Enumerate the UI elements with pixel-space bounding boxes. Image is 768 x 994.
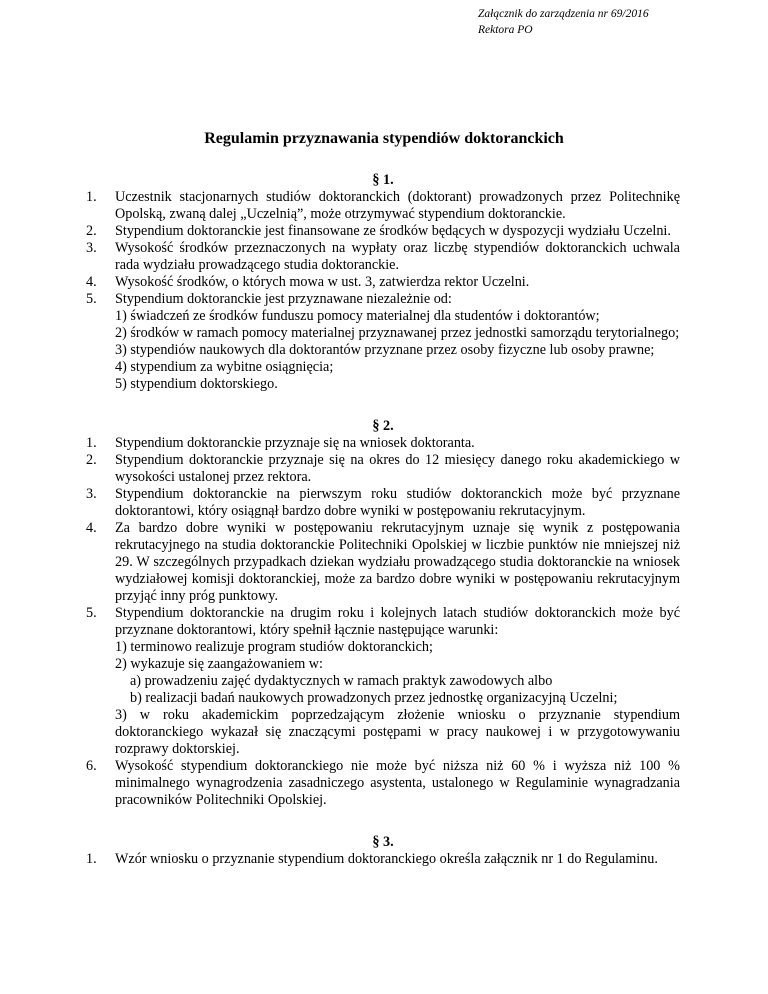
document-body bbox=[86, 166, 680, 868]
list-item: 2. Stypendium doktoranckie przyznaje się na okres do 12 miesięcy danego roku akademickiego w wysokości ustalonej przez rektora. bbox=[86, 452, 680, 485]
sub-item: 1) terminowo realizuje program studiów doktoranckich; bbox=[115, 639, 433, 655]
list-item: 3. Wysokość środków przeznaczonych na wypłaty oraz liczbę stypendiów doktoranckich uchwala rada wydziału prowadzącego studia doktoranckie. bbox=[86, 240, 680, 273]
sub-item: 2) środków w ramach pomocy materialnej przyznawanej przez jednostki samorządu terytorialnego; bbox=[115, 325, 680, 341]
header-line-2: Rektora PO bbox=[478, 24, 533, 36]
sub-item: 3) w roku akademickim poprzedzającym złożenie wniosku o przyznanie stypendium doktoranckiego wykazał się znaczącymi postępami w pracy naukowej i w przygotowywaniu rozprawy doktorskiej. bbox=[115, 707, 680, 757]
section-3-list bbox=[86, 851, 680, 868]
list-item: 2. Stypendium doktoranckie jest finansowane ze środków będących w dyspozycji wydziału Uczelni. bbox=[86, 223, 671, 239]
list-item: 6. Wysokość stypendium doktoranckiego nie może być niższa niż 60 % i wyższa niż 100 % minimalnego wynagrodzenia zasadniczego asystenta, ustalonego w Regulaminie wynagradzania pracowników Politechniki Opolskiej. bbox=[86, 758, 680, 808]
sub-item: 3) stypendiów naukowych dla doktorantów przyznane przez osoby fizyczne lub osoby prawne; bbox=[115, 342, 655, 358]
section-heading-1: § 1. bbox=[372, 172, 394, 188]
list-item: 4. Za bardzo dobre wyniki w postępowaniu rekrutacyjnym uznaje się wynik z postępowania rekrutacyjnego na studia doktoranckie Politechniki Opolskiej w liczbie punktów nie mniejszej niż 29. W szczególnych przypadkach dziekan wydziału prowadzącego studia doktoranckie na wniosek wydziałowej komisji doktoranckiej, może za bardzo dobre wyniki w postępowaniu rekrutacyjnym przyjąć inny próg punktowy. bbox=[86, 520, 680, 604]
section-2-list bbox=[86, 435, 680, 809]
list-item: 4. Wysokość środków, o których mowa w ust. 3, zatwierdza rektor Uczelni. bbox=[86, 274, 530, 290]
section-heading-3: § 3. bbox=[372, 834, 394, 850]
list-item: 5. Stypendium doktoranckie na drugim roku i kolejnych latach studiów doktoranckich może być przyznane doktorantowi, który spełnił łącznie następujące warunki: 1) terminowo realizuje program studiów doktoranckich; 2) wykazuje się zaangażowaniem w: a) prowadzeniu zajęć dydaktycznych w ramach praktyk zawodowych albo b) realizacji badań naukowych prowadzonych przez jednostkę organizacyjną Uczelni; 3) w roku akademickim poprzedzającym złożenie wniosku o przyznanie stypendium doktoranckiego wykazał się znaczącymi postępami w pracy naukowej i w przygotowywaniu rozprawy doktorskiej. bbox=[86, 605, 680, 757]
sub-item: 4) stypendium za wybitne osiągnięcia; bbox=[115, 359, 334, 375]
list-item: 1. Stypendium doktoranckie przyznaje się na wniosek doktoranta. bbox=[86, 435, 475, 451]
sub-item: 5) stypendium doktorskiego. bbox=[115, 376, 278, 392]
sub-item: 2) wykazuje się zaangażowaniem w: bbox=[115, 656, 323, 672]
attachment-header bbox=[478, 6, 649, 38]
sub-sub-item: a) prowadzeniu zajęć dydaktycznych w ramach praktyk zawodowych albo bbox=[130, 673, 553, 689]
list-item: 5. Stypendium doktoranckie jest przyznawane niezależnie od: 1) świadczeń ze środków funduszu pomocy materialnej dla studentów i doktorantów; 2) środków w ramach pomocy materialnej przyznawanej przez jednostki samorządu terytorialnego; 3) stypendiów naukowych dla doktorantów przyznane przez osoby fizyczne lub osoby prawne; 4) stypendium za wybitne osiągnięcia; 5) stypendium doktorskiego. bbox=[86, 291, 680, 392]
document-title: Regulamin przyznawania stypendiów doktoranckich bbox=[204, 130, 564, 147]
list-item: 3. Stypendium doktoranckie na pierwszym roku studiów doktoranckich może być przyznane doktorantowi, który osiągnął bardzo dobre wyniki w postępowaniu rekrutacyjnym. bbox=[86, 486, 680, 519]
list-item: 1. Wzór wniosku o przyznanie stypendium doktoranckiego określa załącznik nr 1 do Regulaminu. bbox=[86, 851, 658, 867]
section-heading-2: § 2. bbox=[372, 418, 394, 434]
sub-item: 1) świadczeń ze środków funduszu pomocy materialnej dla studentów i doktorantów; bbox=[115, 308, 600, 324]
list-item: 1. Uczestnik stacjonarnych studiów doktoranckich (doktorant) prowadzonych przez Politechnikę Opolską, zwaną dalej „Uczelnią”, może otrzymywać stypendium doktoranckie. bbox=[86, 189, 680, 222]
sub-sub-item: b) realizacji badań naukowych prowadzonych przez jednostkę organizacyjną Uczelni; bbox=[130, 690, 618, 706]
section-1-list bbox=[86, 189, 680, 393]
header-line-1: Załącznik do zarządzenia nr 69/2016 bbox=[478, 8, 649, 20]
